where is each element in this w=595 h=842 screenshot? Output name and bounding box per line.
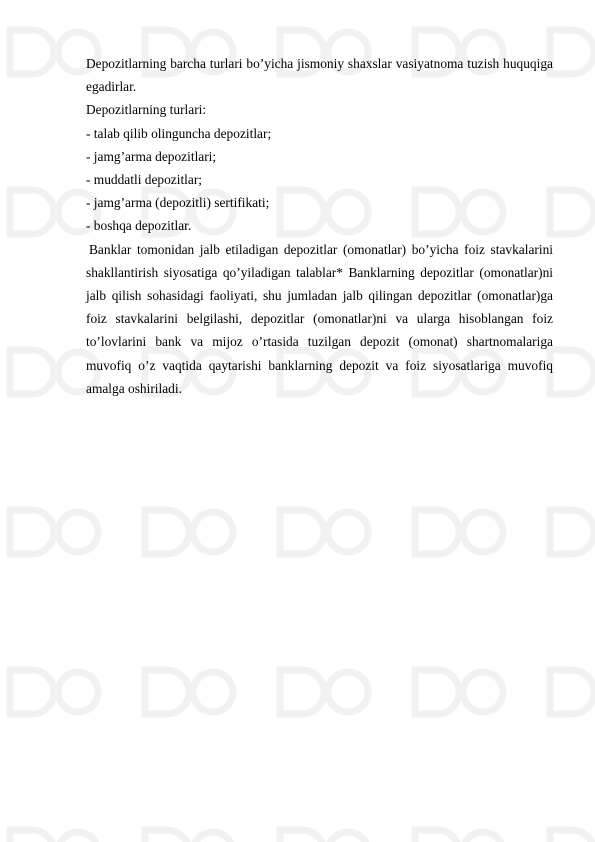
watermark-glyph: [58, 832, 98, 842]
watermark-glyph: [328, 672, 368, 712]
watermark-glyph: [463, 512, 503, 552]
watermark-glyph: [145, 830, 189, 842]
watermark-glyph: [550, 670, 594, 714]
list-item: - talab qilib olinguncha depozitlar;: [86, 125, 272, 141]
intro-paragraph: Depozitlarning barcha turlari bo’yicha jismoniy shaxslar vasiyatnoma tuzish huquqiga egadirlar.: [86, 56, 553, 95]
watermark-glyph: [415, 830, 459, 842]
watermark-glyph: [145, 510, 189, 554]
watermark-glyph: [550, 830, 594, 842]
watermark-glyph: [280, 510, 324, 554]
watermark-glyph: [193, 672, 233, 712]
watermark-glyph: [280, 830, 324, 842]
watermark-glyph: [550, 350, 594, 394]
watermark-glyph: [58, 512, 98, 552]
watermark-glyph: [415, 670, 459, 714]
watermark-glyph: [550, 30, 594, 74]
watermark-glyph: [193, 832, 233, 842]
list-item: - jamg’arma (depozitli) sertifikati;: [86, 195, 270, 211]
watermark-glyph: [463, 832, 503, 842]
watermark-glyph: [415, 510, 459, 554]
watermark-glyph: [550, 190, 594, 234]
watermark-glyph: [463, 672, 503, 712]
list-item: - boshqa depozitlar.: [86, 218, 192, 234]
watermark-glyph: [58, 672, 98, 712]
watermark-glyph: [145, 670, 189, 714]
body-paragraph: Banklar tomonidan jalb etiladigan depozitlar (omonatlar) bo’yicha foiz stavkalarini shakllantirish siyosatiga qo’yiladigan talablar* Banklarning depozitlar (omonatlar)ni jalb qilish sohasidagi faoliyati, shu jumladan jalb qilingan depozitlar (omonatlar)ga foiz stavkalarini belgilashi, depozitlar (omonatlar)ni va ularga hisoblangan foiz to’lovlarini bank va mijoz o’rtasida tuzilgan depozit (omonat) shartnomalariga muvofiq o’z vaqtida qaytarishi banklarning depozit va foiz siyosatlariga muvofiq amalga oshiriladi.: [86, 241, 553, 396]
watermark-glyph: [10, 190, 54, 234]
watermark-glyph: [10, 670, 54, 714]
document-body: [86, 52, 553, 400]
types-heading: Depozitlarning turlari:: [86, 102, 207, 118]
list-item: - jamg’arma depozitlari;: [86, 148, 217, 164]
watermark-glyph: [280, 670, 324, 714]
watermark-glyph: [10, 350, 54, 394]
watermark-glyph: [550, 510, 594, 554]
list-item: - muddatli depozitlar;: [86, 172, 203, 188]
watermark-glyph: [10, 510, 54, 554]
watermark-glyph: [193, 512, 233, 552]
watermark-glyph: [328, 832, 368, 842]
watermark-glyph: [10, 830, 54, 842]
watermark-glyph: [10, 30, 54, 74]
deposit-types-list: [86, 122, 553, 238]
watermark-glyph: [328, 512, 368, 552]
